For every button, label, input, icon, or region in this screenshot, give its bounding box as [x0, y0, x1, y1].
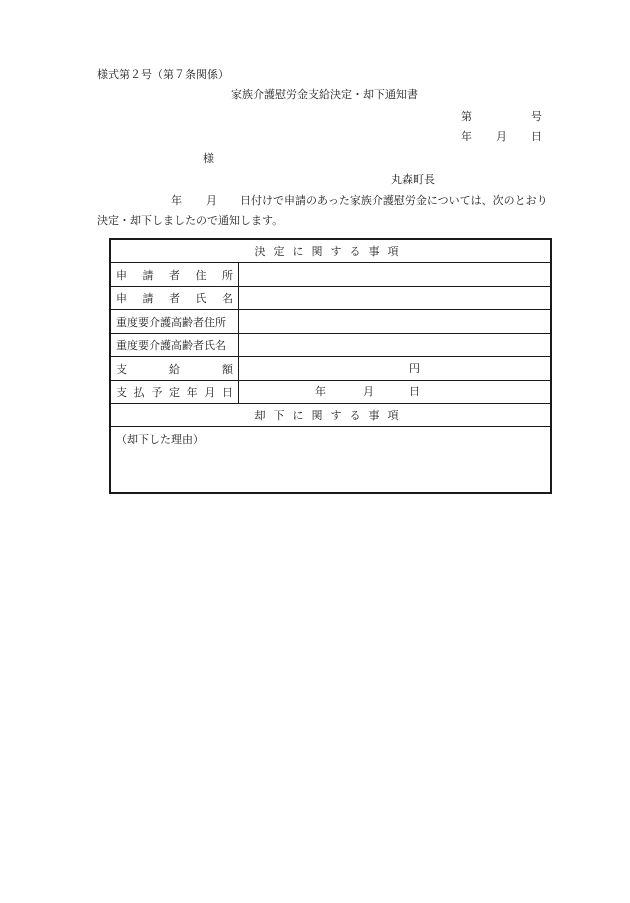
row-label: [111, 287, 239, 309]
payment-month: 月: [363, 385, 374, 398]
applicant-address-field[interactable]: [239, 263, 550, 286]
table-row: [111, 357, 550, 381]
table-row: [111, 287, 550, 310]
care-recipient-name-label: 重度要介護高齢者氏名: [116, 339, 226, 352]
amount-unit: 円: [409, 362, 420, 375]
number-prefix: 第: [461, 110, 472, 123]
body-line2: 決定・却下しましたので通知します。: [97, 214, 284, 227]
payment-day: 日: [409, 385, 420, 398]
applicant-address-label: 申 請 者 住 所: [116, 268, 233, 282]
rejection-reason-area[interactable]: [111, 427, 550, 492]
table-row: [111, 263, 550, 287]
rejection-heading: 却下に関する事項: [254, 409, 407, 422]
row-label: [111, 381, 239, 403]
body-year: 年: [171, 194, 182, 207]
date-day: 日: [531, 130, 542, 143]
row-label: [111, 310, 239, 333]
decision-table: [109, 238, 552, 494]
decision-heading: 決定に関する事項: [254, 245, 407, 258]
date-year: 年: [461, 130, 472, 143]
recipient-suffix: 様: [203, 152, 214, 165]
care-recipient-name-field[interactable]: [239, 334, 550, 356]
document-title: 家族介護慰労金支給決定・却下通知書: [231, 88, 418, 101]
form-number: 様式第２号（第７条関係）: [97, 68, 229, 81]
care-recipient-address-label: 重度要介護高齢者住所: [116, 315, 226, 329]
payment-date-label: 支 払 予 定 年 月 日: [116, 386, 233, 399]
decision-heading-row: [111, 240, 550, 263]
payment-amount-label: 支 給 額: [116, 362, 233, 376]
table-row: [111, 334, 550, 357]
row-label: [111, 334, 239, 356]
rejection-reason-label: （却下した理由）: [116, 433, 204, 446]
payment-year: 年: [315, 385, 326, 398]
applicant-name-field[interactable]: [239, 287, 550, 309]
applicant-name-label: 申 請 者 氏 名: [116, 292, 233, 305]
rejection-heading-row: [111, 404, 550, 427]
date-month: 月: [496, 130, 507, 143]
body-line1: 日付けで申請のあった家族介護慰労金については、次のとおり: [240, 194, 548, 207]
table-row: [111, 381, 550, 404]
row-label: [111, 357, 239, 380]
issuer-name: 丸森町長: [391, 173, 435, 186]
payment-amount-field[interactable]: [239, 357, 550, 380]
body-month: 月: [206, 194, 217, 207]
care-recipient-address-field[interactable]: [239, 310, 550, 333]
row-label: [111, 263, 239, 286]
number-suffix: 号: [531, 110, 542, 123]
payment-date-field[interactable]: [239, 381, 550, 403]
table-row: [111, 310, 550, 334]
